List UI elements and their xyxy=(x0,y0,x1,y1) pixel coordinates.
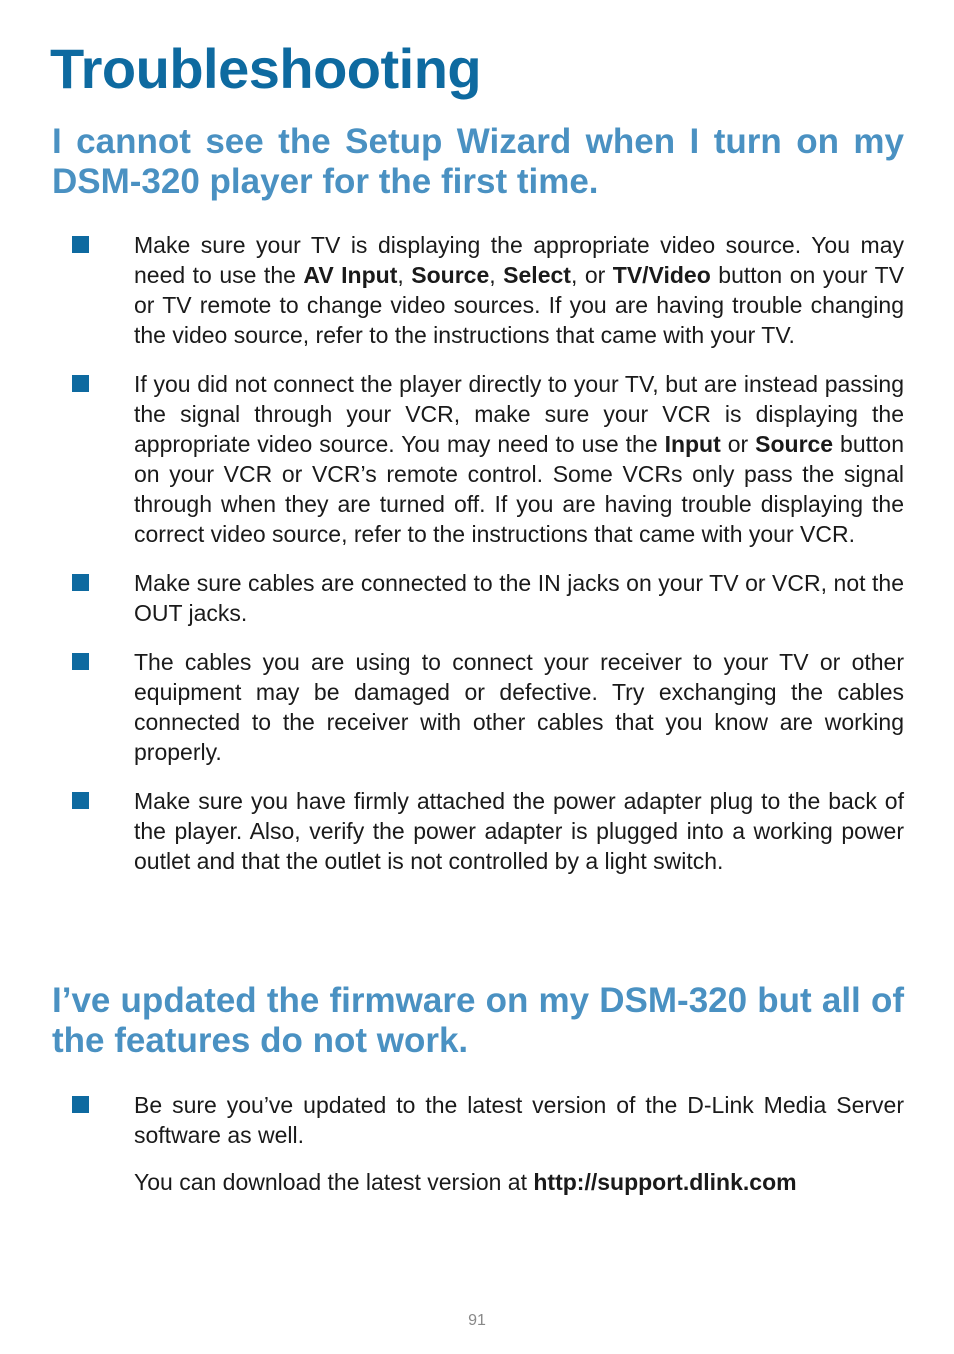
bold-term: Source xyxy=(755,431,834,457)
bullet-text xyxy=(134,232,904,348)
text-segment: Be sure you’ve updated to the latest version of the D-Link Media Server software as well. xyxy=(134,1092,904,1148)
bullet-text xyxy=(134,788,904,874)
text-segment: button on your VCR or VCR’s remote control. Some VCRs only pass the signal through when they are turned off. If you are having trouble displaying the correct video source, refer to the instructions that came with your VCR. xyxy=(134,431,905,547)
bullet-text xyxy=(134,371,904,547)
bullet-text xyxy=(134,1092,904,1148)
bullet-item xyxy=(52,369,904,549)
text-segment: Make sure cables are connected to the IN jacks on your TV or VCR, not the OUT jacks. xyxy=(134,570,904,626)
bold-term: TV/Video xyxy=(612,262,711,288)
bullet-item xyxy=(52,230,904,350)
square-bullet-icon xyxy=(72,653,89,670)
square-bullet-icon xyxy=(72,792,89,809)
download-note xyxy=(134,1167,904,1197)
text-segment: or xyxy=(720,431,756,457)
text-segment: , or xyxy=(570,262,613,288)
page-number: 91 xyxy=(468,1312,486,1329)
text-segment: , xyxy=(489,262,504,288)
text-segment: button on your TV or TV remote to change video sources. If you are having trouble changing the video source, refer to the instructions that came with your TV. xyxy=(134,262,905,348)
section-heading-firmware: I’ve updated the firmware on my DSM-320 but all of the features do not work. xyxy=(52,981,904,1060)
bullet-item xyxy=(52,568,904,628)
bullet-list-setup-wizard xyxy=(52,230,904,895)
square-bullet-icon xyxy=(72,375,89,392)
page-title: Troubleshooting xyxy=(50,37,482,100)
square-bullet-icon xyxy=(72,574,89,591)
text-segment: , xyxy=(397,262,412,288)
support-url-link[interactable]: http://support.dlink.com xyxy=(533,1169,797,1195)
text-segment: Make sure your TV is displaying the appropriate video source. You may need to use the xyxy=(134,232,904,288)
text-segment: If you did not connect the player directly to your TV, but are instead passing the signal through your VCR, make sure your VCR is displaying the appropriate video source. You may need to use the xyxy=(134,371,904,457)
bullet-item xyxy=(52,647,904,767)
bullet-text xyxy=(134,570,904,626)
section-heading-setup-wizard: I cannot see the Setup Wizard when I turn on my DSM-320 player for the first time. xyxy=(52,122,904,201)
bullet-text xyxy=(134,649,904,765)
bold-term: Input xyxy=(664,431,721,457)
square-bullet-icon xyxy=(72,236,89,253)
bold-term: AV Input xyxy=(303,262,398,288)
bold-term: Source xyxy=(411,262,490,288)
text-segment: The cables you are using to connect your receiver to your TV or other equipment may be damaged or defective. Try exchanging the cables connected to the receiver with other cables that you know are working properly. xyxy=(134,649,904,765)
bullet-item xyxy=(52,1090,904,1150)
bullet-list-firmware xyxy=(52,1090,904,1169)
square-bullet-icon xyxy=(72,1096,89,1113)
download-note-text: You can download the latest version at xyxy=(134,1169,534,1195)
bold-term: Select xyxy=(503,262,571,288)
text-segment: Make sure you have firmly attached the power adapter plug to the back of the player. Also, verify the power adapter is plugged into a working power outlet and that the outlet is not controlled by a light switch. xyxy=(134,788,904,874)
bullet-item xyxy=(52,786,904,876)
